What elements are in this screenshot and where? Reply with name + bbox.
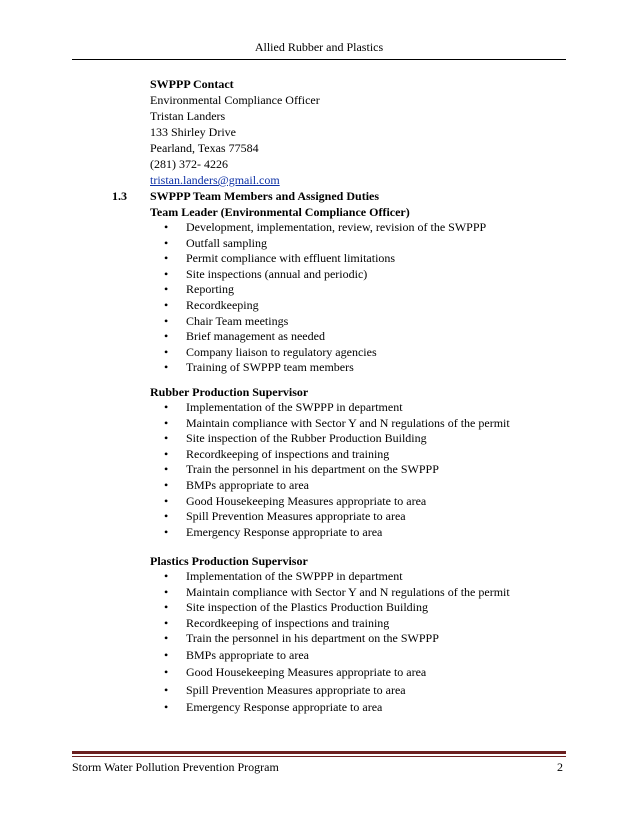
rubber-supervisor-block xyxy=(150,384,510,540)
list-item: • Maintain compliance with Sector Y and N regulations of the permit xyxy=(164,416,510,432)
rubber-supervisor-duty-list xyxy=(150,400,510,540)
list-item: • Recordkeeping xyxy=(164,298,486,314)
swppp-contact-block xyxy=(150,76,320,188)
list-item: • Implementation of the SWPPP in department xyxy=(164,569,510,585)
list-item: • Chair Team meetings xyxy=(164,314,486,330)
list-item: • Implementation of the SWPPP in department xyxy=(164,400,510,416)
footer-divider-thick xyxy=(72,751,566,754)
list-item: • Site inspection of the Rubber Production Building xyxy=(164,431,510,447)
plastics-supervisor-heading: Plastics Production Supervisor xyxy=(150,554,308,568)
list-item: • BMPs appropriate to area xyxy=(164,478,510,494)
list-item: • Recordkeeping of inspections and training xyxy=(164,447,510,463)
list-item: • Outfall sampling xyxy=(164,236,486,252)
page-number: 2 xyxy=(557,760,563,774)
contact-email-link[interactable]: tristan.landers@gmail.com xyxy=(150,173,280,187)
list-item: • Emergency Response appropriate to area xyxy=(164,699,510,717)
section-title: SWPPP Team Members and Assigned Duties xyxy=(150,189,380,203)
list-item: • Emergency Response appropriate to area xyxy=(164,525,510,541)
team-leader-block xyxy=(150,188,486,376)
header-divider xyxy=(72,59,566,60)
list-item: • Company liaison to regulatory agencies xyxy=(164,345,486,361)
list-item: • Train the personnel in his department on the SWPPP xyxy=(164,631,510,647)
list-item: • Spill Prevention Measures appropriate to area xyxy=(164,509,510,525)
footer-divider-thin xyxy=(72,756,566,757)
list-item: • Spill Prevention Measures appropriate to area xyxy=(164,682,510,700)
team-leader-heading: Team Leader (Environmental Compliance Officer) xyxy=(150,205,410,219)
page-header: Allied Rubber and Plastics xyxy=(254,40,384,54)
contact-phone: (281) 372- 4226 xyxy=(150,157,228,171)
list-item: • Good Housekeeping Measures appropriate to area xyxy=(164,494,510,510)
contact-title: Environmental Compliance Officer xyxy=(150,93,320,107)
list-item: • Training of SWPPP team members xyxy=(164,360,486,376)
list-item: • Brief management as needed xyxy=(164,329,486,345)
contact-city: Pearland, Texas 77584 xyxy=(150,141,259,155)
list-item: • Reporting xyxy=(164,282,486,298)
team-leader-duty-list xyxy=(150,220,486,376)
plastics-supervisor-duty-list xyxy=(150,569,510,717)
plastics-supervisor-block xyxy=(150,553,510,717)
rubber-supervisor-heading: Rubber Production Supervisor xyxy=(150,385,309,399)
contact-name: Tristan Landers xyxy=(150,109,226,123)
contact-street: 133 Shirley Drive xyxy=(150,125,236,139)
list-item: • Development, implementation, review, revision of the SWPPP xyxy=(164,220,486,236)
list-item: • Good Housekeeping Measures appropriate to area xyxy=(164,664,510,682)
section-number: 1.3 xyxy=(112,189,127,203)
list-item: • BMPs appropriate to area xyxy=(164,647,510,665)
contact-heading: SWPPP Contact xyxy=(150,77,234,91)
list-item: • Site inspection of the Plastics Production Building xyxy=(164,600,510,616)
list-item: • Maintain compliance with Sector Y and N regulations of the permit xyxy=(164,585,510,601)
footer-title: Storm Water Pollution Prevention Program xyxy=(72,760,279,774)
list-item: • Permit compliance with effluent limitations xyxy=(164,251,486,267)
list-item: • Train the personnel in his department on the SWPPP xyxy=(164,462,510,478)
list-item: • Recordkeeping of inspections and training xyxy=(164,616,510,632)
list-item: • Site inspections (annual and periodic) xyxy=(164,267,486,283)
